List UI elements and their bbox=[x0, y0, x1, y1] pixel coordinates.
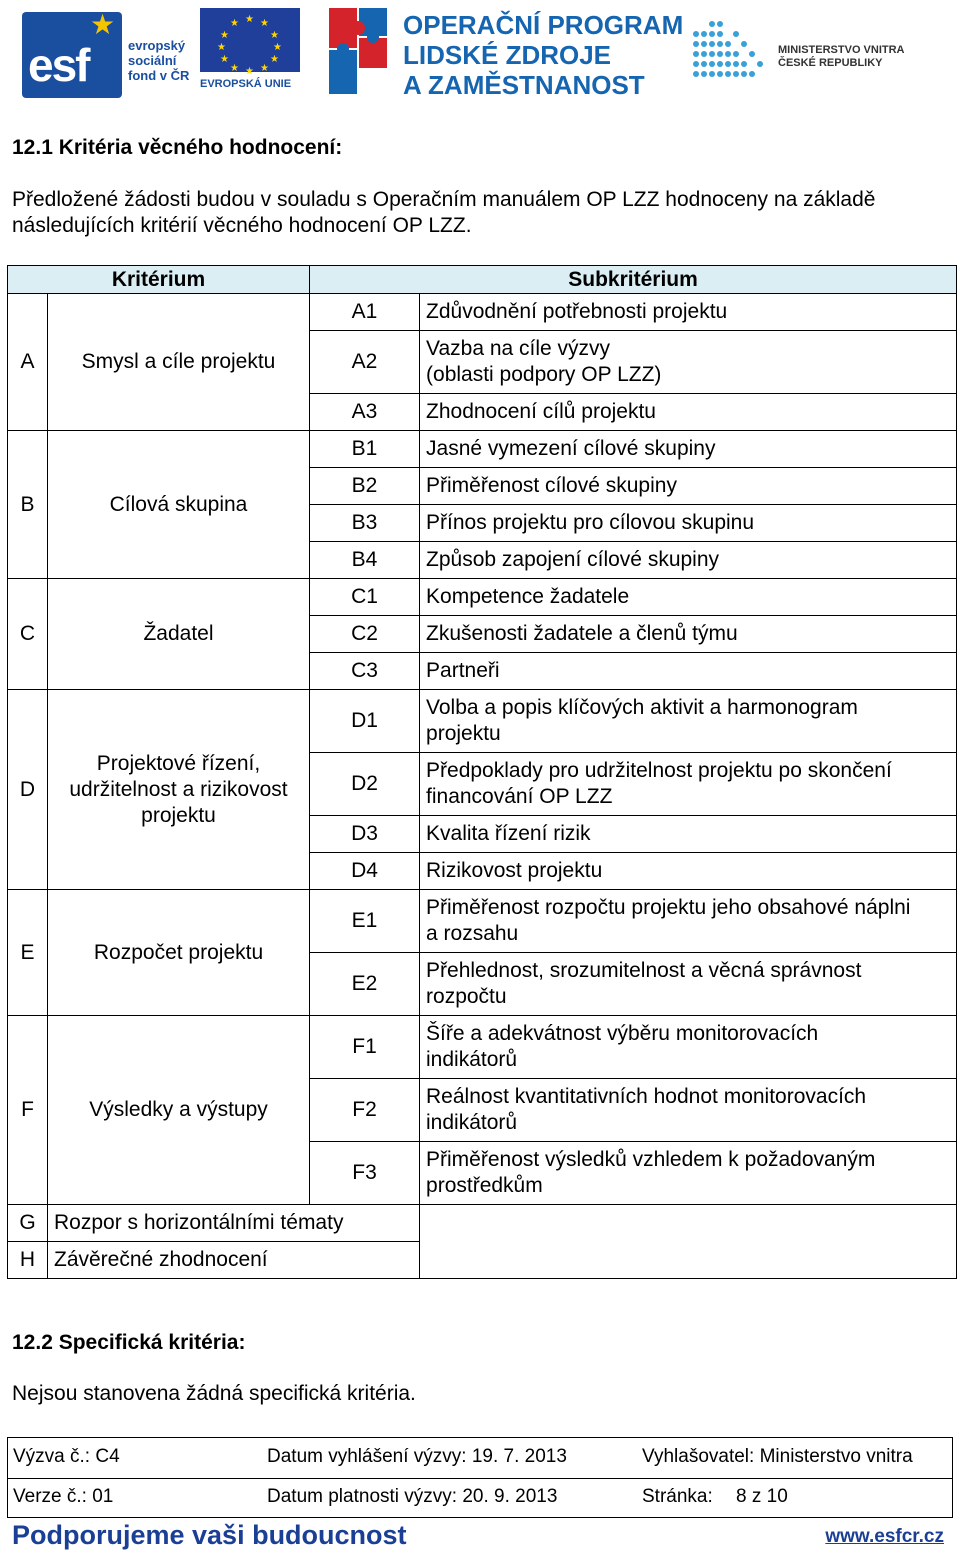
footer-row-1 bbox=[8, 1438, 952, 1478]
sub-text-line: a rozsahu bbox=[426, 922, 519, 945]
esf-logo bbox=[22, 8, 197, 100]
sub-code: D1 bbox=[310, 690, 420, 753]
table-row bbox=[8, 1016, 957, 1079]
section-heading-12-2: 12.2 Specifická kritéria: bbox=[12, 1331, 246, 1354]
group-name bbox=[48, 690, 310, 890]
sub-code: F2 bbox=[310, 1079, 420, 1142]
ministry-logo bbox=[690, 20, 930, 90]
sub-text bbox=[420, 331, 957, 394]
group-letter: A bbox=[8, 294, 48, 431]
empty-cell bbox=[420, 1242, 957, 1279]
sub-text: Zdůvodnění potřebnosti projektu bbox=[420, 294, 957, 331]
website-link[interactable]: www.esfcr.cz bbox=[825, 1526, 944, 1547]
sub-code: C1 bbox=[310, 579, 420, 616]
sub-text-line: Přiměřenost rozpočtu projektu jeho obsahové náplni bbox=[426, 896, 911, 919]
table-row bbox=[8, 890, 957, 953]
group-letter: F bbox=[8, 1016, 48, 1205]
announcer: Vyhlašovatel: Ministerstvo vnitra bbox=[642, 1446, 913, 1467]
sub-text: Přiměřenost cílové skupiny bbox=[420, 468, 957, 505]
sub-code: D4 bbox=[310, 853, 420, 890]
group-letter: B bbox=[8, 431, 48, 579]
sub-code: C2 bbox=[310, 616, 420, 653]
sub-code: F1 bbox=[310, 1016, 420, 1079]
sub-code: B3 bbox=[310, 505, 420, 542]
eu-flag-icon: ★ ★ ★ ★ ★ ★ ★ ★ ★ ★ ★ ★ bbox=[200, 8, 300, 72]
sub-text bbox=[420, 1142, 957, 1205]
sub-code: B2 bbox=[310, 468, 420, 505]
sub-code: F3 bbox=[310, 1142, 420, 1205]
version: Verze č.: 01 bbox=[13, 1486, 114, 1507]
table-row bbox=[8, 690, 957, 753]
eu-logo bbox=[200, 8, 300, 100]
sub-text: Kompetence žadatele bbox=[420, 579, 957, 616]
sub-text: Partneři bbox=[420, 653, 957, 690]
valid-date: Datum platnosti výzvy: 20. 9. 2013 bbox=[267, 1486, 558, 1507]
page-label: Stránka: bbox=[642, 1486, 713, 1507]
intro-line-2: následujících kritérií věcného hodnocení OP LZZ. bbox=[12, 214, 472, 237]
sub-text-line: Reálnost kvantitativních hodnot monitorovacích bbox=[426, 1085, 867, 1108]
intro-paragraph bbox=[12, 187, 875, 239]
eu-logo-text: EVROPSKÁ UNIE bbox=[200, 78, 292, 90]
group-name: Smysl a cíle projektu bbox=[48, 294, 310, 431]
star-icon: ★ bbox=[90, 9, 116, 40]
sub-text: Přínos projektu pro cílovou skupinu bbox=[420, 505, 957, 542]
group-name-line: projektu bbox=[141, 803, 216, 827]
sub-text-line: Šíře a adekvátnost výběru monitorovacích bbox=[426, 1022, 819, 1045]
ministry-line-1: MINISTERSTVO VNITRA bbox=[778, 44, 905, 56]
sub-code: B1 bbox=[310, 431, 420, 468]
group-name: Výsledky a výstupy bbox=[48, 1016, 310, 1205]
sub-code: E1 bbox=[310, 890, 420, 953]
sub-text-line: Volba a popis klíčových aktivit a harmonogram bbox=[426, 696, 858, 719]
sub-text: Způsob zapojení cílové skupiny bbox=[420, 542, 957, 579]
group-name: Žadatel bbox=[48, 579, 310, 690]
group-letter: D bbox=[8, 690, 48, 890]
sub-text-line: financování OP LZZ bbox=[426, 785, 613, 808]
group-name-line: Projektové řízení, bbox=[96, 751, 261, 775]
sub-text-line: (oblasti podpory OP LZZ) bbox=[426, 363, 662, 386]
sub-code: D2 bbox=[310, 753, 420, 816]
section2-text: Nejsou stanovena žádná specifická kritéria. bbox=[12, 1382, 416, 1405]
group-name-line: udržitelnost a rizikovost bbox=[69, 777, 288, 801]
sub-text bbox=[420, 1079, 957, 1142]
sub-text-line: projektu bbox=[426, 722, 501, 745]
sub-text-line: Vazba na cíle výzvy bbox=[426, 337, 611, 360]
table-row bbox=[8, 579, 957, 616]
sub-code: D3 bbox=[310, 816, 420, 853]
sub-text bbox=[420, 890, 957, 953]
ministry-dots-icon bbox=[690, 20, 770, 90]
group-letter: G bbox=[8, 1205, 48, 1242]
criteria-table bbox=[7, 265, 957, 1279]
op-logo-line-3: A ZAMĚSTNANOST bbox=[403, 70, 645, 100]
sub-code: E2 bbox=[310, 953, 420, 1016]
footer-row-2 bbox=[8, 1478, 952, 1518]
sub-text: Zkušenosti žadatele a členů týmu bbox=[420, 616, 957, 653]
header-criterion: Kritérium bbox=[8, 266, 310, 294]
sub-text bbox=[420, 690, 957, 753]
sub-text-line: indikátorů bbox=[426, 1111, 518, 1134]
group-name: Rozpor s horizontálními tématy bbox=[48, 1205, 420, 1242]
esf-logo-mark: esf bbox=[22, 12, 122, 98]
sub-text bbox=[420, 953, 957, 1016]
ministry-line-2: ČESKÉ REPUBLIKY bbox=[778, 57, 883, 69]
group-letter: E bbox=[8, 890, 48, 1016]
table-row bbox=[8, 431, 957, 468]
group-name: Cílová skupina bbox=[48, 431, 310, 579]
call-number: Výzva č.: C4 bbox=[13, 1446, 120, 1467]
sub-text: Kvalita řízení rizik bbox=[420, 816, 957, 853]
sub-text-line: rozpočtu bbox=[426, 985, 507, 1008]
sub-code: C3 bbox=[310, 653, 420, 690]
intro-line-1: Předložené žádosti budou v souladu s Operačním manuálem OP LZZ hodnoceny na základě bbox=[12, 188, 876, 211]
esf-logo-text: evropský sociální fond v ČR bbox=[128, 38, 190, 83]
header-logos bbox=[22, 6, 922, 102]
group-letter: C bbox=[8, 579, 48, 690]
sub-text: Zhodnocení cílů projektu bbox=[420, 394, 957, 431]
sub-text: Rizikovost projektu bbox=[420, 853, 957, 890]
section-heading-12-1: 12.1 Kritéria věcného hodnocení: bbox=[12, 136, 343, 159]
group-name: Rozpočet projektu bbox=[48, 890, 310, 1016]
sub-text-line: Přehlednost, srozumitelnost a věcná správnost bbox=[426, 959, 862, 982]
footer-box bbox=[7, 1437, 953, 1518]
slogan: Podporujeme vaši budoucnost bbox=[12, 1520, 407, 1550]
sub-code: B4 bbox=[310, 542, 420, 579]
op-logo-line-1: OPERAČNÍ PROGRAM bbox=[403, 10, 684, 40]
sub-text-line: Přiměřenost výsledků vzhledem k požadovaným bbox=[426, 1148, 876, 1171]
group-name: Závěrečné zhodnocení bbox=[48, 1242, 420, 1279]
sub-text: Jasné vymezení cílové skupiny bbox=[420, 431, 957, 468]
sub-text-line: Předpoklady pro udržitelnost projektu po skončení bbox=[426, 759, 892, 782]
table-header-row bbox=[8, 266, 957, 294]
sub-text bbox=[420, 1016, 957, 1079]
sub-code: A1 bbox=[310, 294, 420, 331]
group-letter: H bbox=[8, 1242, 48, 1279]
table-row bbox=[8, 1242, 957, 1279]
empty-cell bbox=[420, 1205, 957, 1242]
announce-date: Datum vyhlášení výzvy: 19. 7. 2013 bbox=[267, 1446, 567, 1467]
puzzle-icon bbox=[327, 6, 391, 96]
table-row bbox=[8, 294, 957, 331]
page-value: 8 z 10 bbox=[736, 1486, 788, 1507]
header-subcriterion: Subkritérium bbox=[310, 266, 957, 294]
op-lzz-logo bbox=[327, 6, 684, 102]
sub-code: A2 bbox=[310, 331, 420, 394]
sub-code: A3 bbox=[310, 394, 420, 431]
op-logo-line-2: LIDSKÉ ZDROJE bbox=[403, 40, 612, 70]
table-row bbox=[8, 1205, 957, 1242]
sub-text-line: indikátorů bbox=[426, 1048, 518, 1071]
sub-text-line: prostředkům bbox=[426, 1174, 543, 1197]
sub-text bbox=[420, 753, 957, 816]
